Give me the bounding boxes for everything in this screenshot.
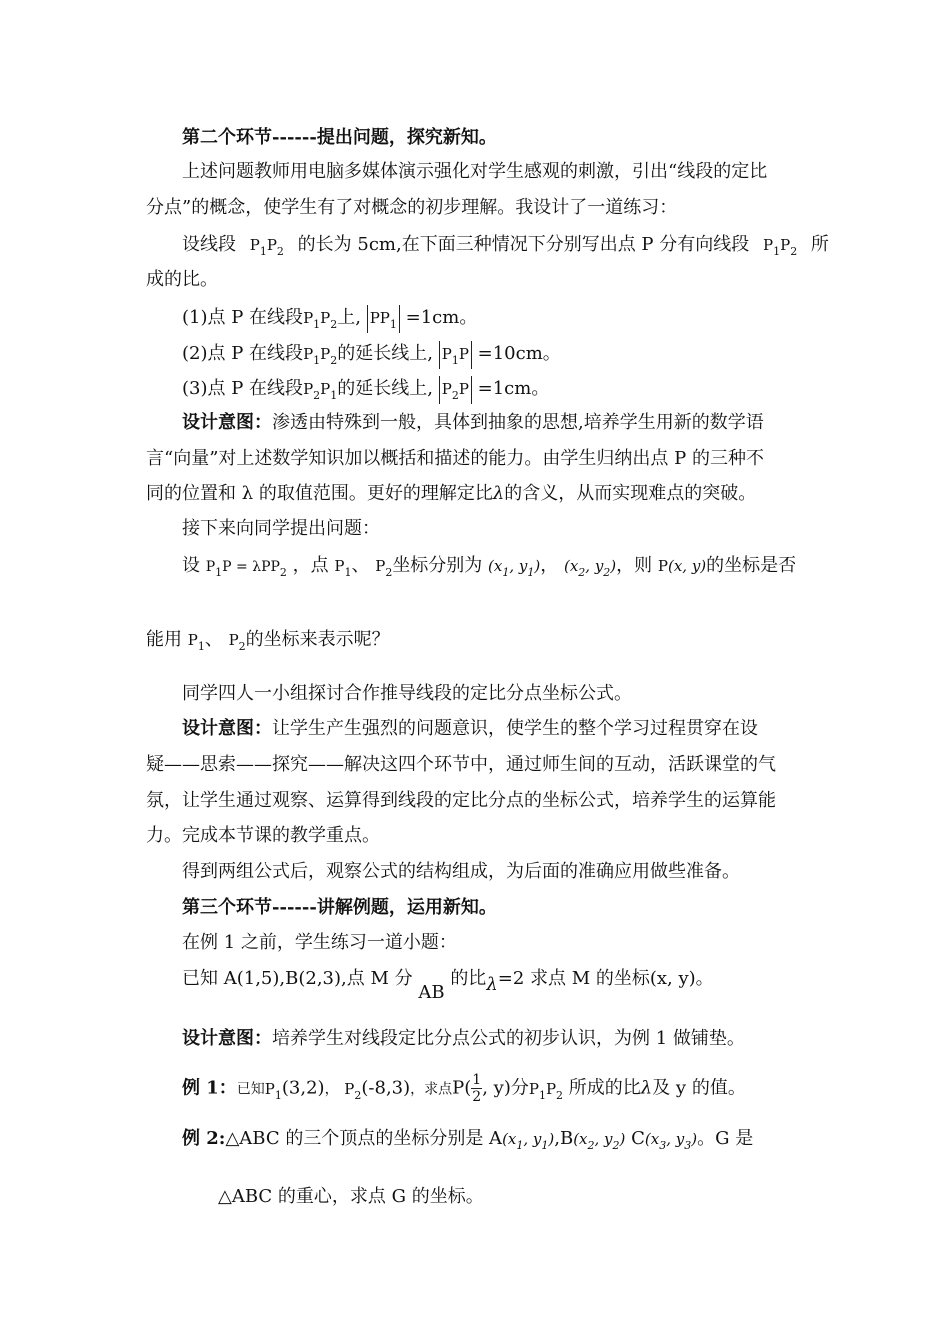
text: (1)点 P 在线段	[182, 307, 304, 328]
point-p1: $P_1$	[264, 1079, 282, 1102]
paragraph-line: 氛，让学生通过观察、运算得到线段的定比分点的坐标公式，培养学生的运算能	[146, 790, 776, 811]
paragraph-line: △ABC 的重心，求点 G 的坐标。	[218, 1186, 484, 1207]
text: 的长为 5cm,在下面三种情况下分别写出点 P 分有向线段	[297, 234, 750, 255]
text: =2 求点 M 的坐标(x, y)。	[497, 968, 714, 989]
text: 让学生产生强烈的问题意识，使学生的整个学习过程贯穿在设	[272, 718, 758, 739]
text: (2)点 P 在线段	[182, 343, 304, 364]
text: ，则	[616, 555, 653, 576]
example-1	[182, 1072, 746, 1105]
case-1	[182, 305, 477, 333]
text: ,B	[554, 1128, 574, 1149]
point-p-close: , y)	[482, 1077, 511, 1099]
text: 培养学生对线段定比分点公式的初步认识，为例 1 做铺垫。	[272, 1028, 745, 1049]
point-p1: $P_1$	[334, 557, 352, 579]
question-line-2	[146, 627, 390, 655]
coord-x2y2: ($x_2$, $y_2$)	[563, 557, 617, 579]
paragraph-line: 疑——思索——探究——解决这四个环节中，通过师生间的互动，活跃课堂的气	[146, 754, 776, 775]
text: 已知	[236, 1081, 265, 1098]
text: ，	[324, 1081, 339, 1098]
text: ，点	[292, 555, 329, 576]
paragraph-line: 成的比。	[146, 269, 218, 290]
question-line	[182, 553, 796, 581]
text: 设	[182, 555, 200, 576]
segment-p1p2: $P_1P_2$	[249, 236, 284, 258]
text: 同的位置和 λ 的取值范围。更好的理解定比	[146, 483, 493, 504]
paragraph-line: 得到两组公式后，观察公式的结构组成，为后面的准确应用做些准备。	[182, 861, 740, 882]
segment-p1p2: $P_1P_2$	[528, 1079, 564, 1102]
fraction-half	[471, 1072, 482, 1105]
lambda-symbol: λ	[492, 483, 505, 504]
coord-x3y3: ($x_3$, $y_3$)	[644, 1130, 698, 1152]
point-p2: $P_2$	[344, 1079, 362, 1102]
section-3-heading: 第三个环节------讲解例题，运用新知。	[182, 897, 497, 918]
text: ，求点	[410, 1081, 453, 1098]
text: 上,	[337, 307, 361, 328]
text: △ABC 的三个顶点的坐标分别是 A	[225, 1128, 503, 1149]
text: 已知 A(1,5),B(2,3),点 M 分	[182, 968, 413, 989]
case-2	[182, 341, 561, 369]
point-p2: $P_2$	[375, 557, 393, 579]
coord-x1y1: ($x_1$, $y_1$)	[488, 557, 541, 579]
text: 的延长线上,	[337, 378, 433, 399]
segment-p1p2: $P_1P_2$	[763, 236, 798, 258]
text: =1cm。	[477, 378, 550, 399]
segment-p2p1: $P_2P_1$	[303, 380, 338, 402]
text: 的坐标来表示呢？	[245, 629, 390, 650]
paragraph-line: 接下来向同学提出问题：	[182, 518, 380, 539]
text: 所	[810, 234, 829, 255]
design-label: 设计意图：	[182, 412, 272, 433]
abs-pp1: $PP_1$	[367, 305, 400, 333]
lambda-symbol: λ	[486, 974, 498, 995]
text: 及 y 的值。	[652, 1077, 746, 1099]
text: 渗透由特殊到一般，具体到抽象的思想,培养学生用新的数学语	[272, 412, 764, 433]
paragraph-line: 力。完成本节课的教学重点。	[146, 825, 380, 846]
example-2	[182, 1126, 753, 1154]
segment-ab: AB	[418, 982, 445, 1003]
design-intent-2	[182, 716, 758, 742]
paragraph-line: 分点”的概念，使学生有了对概念的初步理解。我设计了一道练习：	[146, 197, 678, 218]
abs-p2p: $P_2P$	[439, 376, 472, 404]
text: 的含义，从而实现难点的突破。	[504, 483, 757, 504]
text: 、	[351, 555, 370, 576]
text: 、	[204, 629, 223, 650]
text: =1cm。	[405, 307, 478, 328]
segment-p1p2: $P_1P_2$	[303, 345, 338, 367]
case-3	[182, 376, 549, 404]
text: 的比	[450, 968, 487, 989]
exercise-line	[182, 966, 714, 1003]
lambda-symbol: λ	[640, 1077, 653, 1099]
point-p1: $P_1$	[187, 631, 205, 653]
design-intent-3	[182, 1026, 745, 1052]
text: 。G 是	[697, 1128, 754, 1149]
text: 所成的比	[568, 1077, 641, 1099]
text: 的延长线上,	[337, 343, 433, 364]
point-p-xy: P(x, y)	[657, 557, 707, 575]
paragraph-line: 同学四人一小组探讨合作推导线段的定比分点坐标公式。	[182, 683, 632, 704]
paragraph-line: 言“向量”对上述数学知识加以概括和描述的能力。由学生归纳出点 P 的三种不	[146, 448, 764, 469]
example-label: 例 2:	[182, 1128, 226, 1149]
abs-p1p: $P_1P$	[439, 341, 472, 369]
segment-p1p2: $P_1P_2$	[303, 309, 338, 331]
coord: (-8,3)	[361, 1077, 411, 1099]
coord-x1y1: ($x_1$, $y_1$)	[502, 1130, 555, 1152]
example-label: 例 1：	[182, 1077, 237, 1099]
fraction-numerator: 1	[472, 1072, 482, 1088]
text: (3)点 P 在线段	[182, 378, 304, 399]
text: =10cm。	[477, 343, 561, 364]
design-label: 设计意图：	[182, 1028, 272, 1049]
coord-x2y2: ($x_2$, $y_2$)	[573, 1130, 626, 1152]
paragraph-line: 上述问题教师用电脑多媒体演示强化对学生感观的刺激，引出“线段的定比	[182, 161, 768, 182]
design-label: 设计意图：	[182, 718, 272, 739]
text: C	[631, 1128, 645, 1149]
text: 的坐标是否	[706, 555, 797, 576]
text: 能用	[146, 629, 182, 650]
text: ，	[540, 555, 559, 576]
paragraph-line: 在例 1 之前，学生练习一道小题：	[182, 932, 457, 953]
point-p2: $P_2$	[228, 631, 246, 653]
exercise-line	[182, 232, 829, 260]
section-2-heading: 第二个环节------提出问题，探究新知。	[182, 127, 497, 148]
vector-equation: $P_1P = \lambda PP_2$	[205, 559, 287, 579]
paragraph-line	[146, 481, 756, 507]
design-intent-1	[182, 410, 764, 436]
point-p: P(	[452, 1077, 472, 1099]
coord: (3,2)	[281, 1077, 325, 1099]
text: 坐标分别为	[392, 555, 483, 576]
fraction-denominator: 2	[472, 1089, 482, 1105]
text: 分	[510, 1077, 529, 1099]
text: 设线段	[182, 234, 236, 255]
